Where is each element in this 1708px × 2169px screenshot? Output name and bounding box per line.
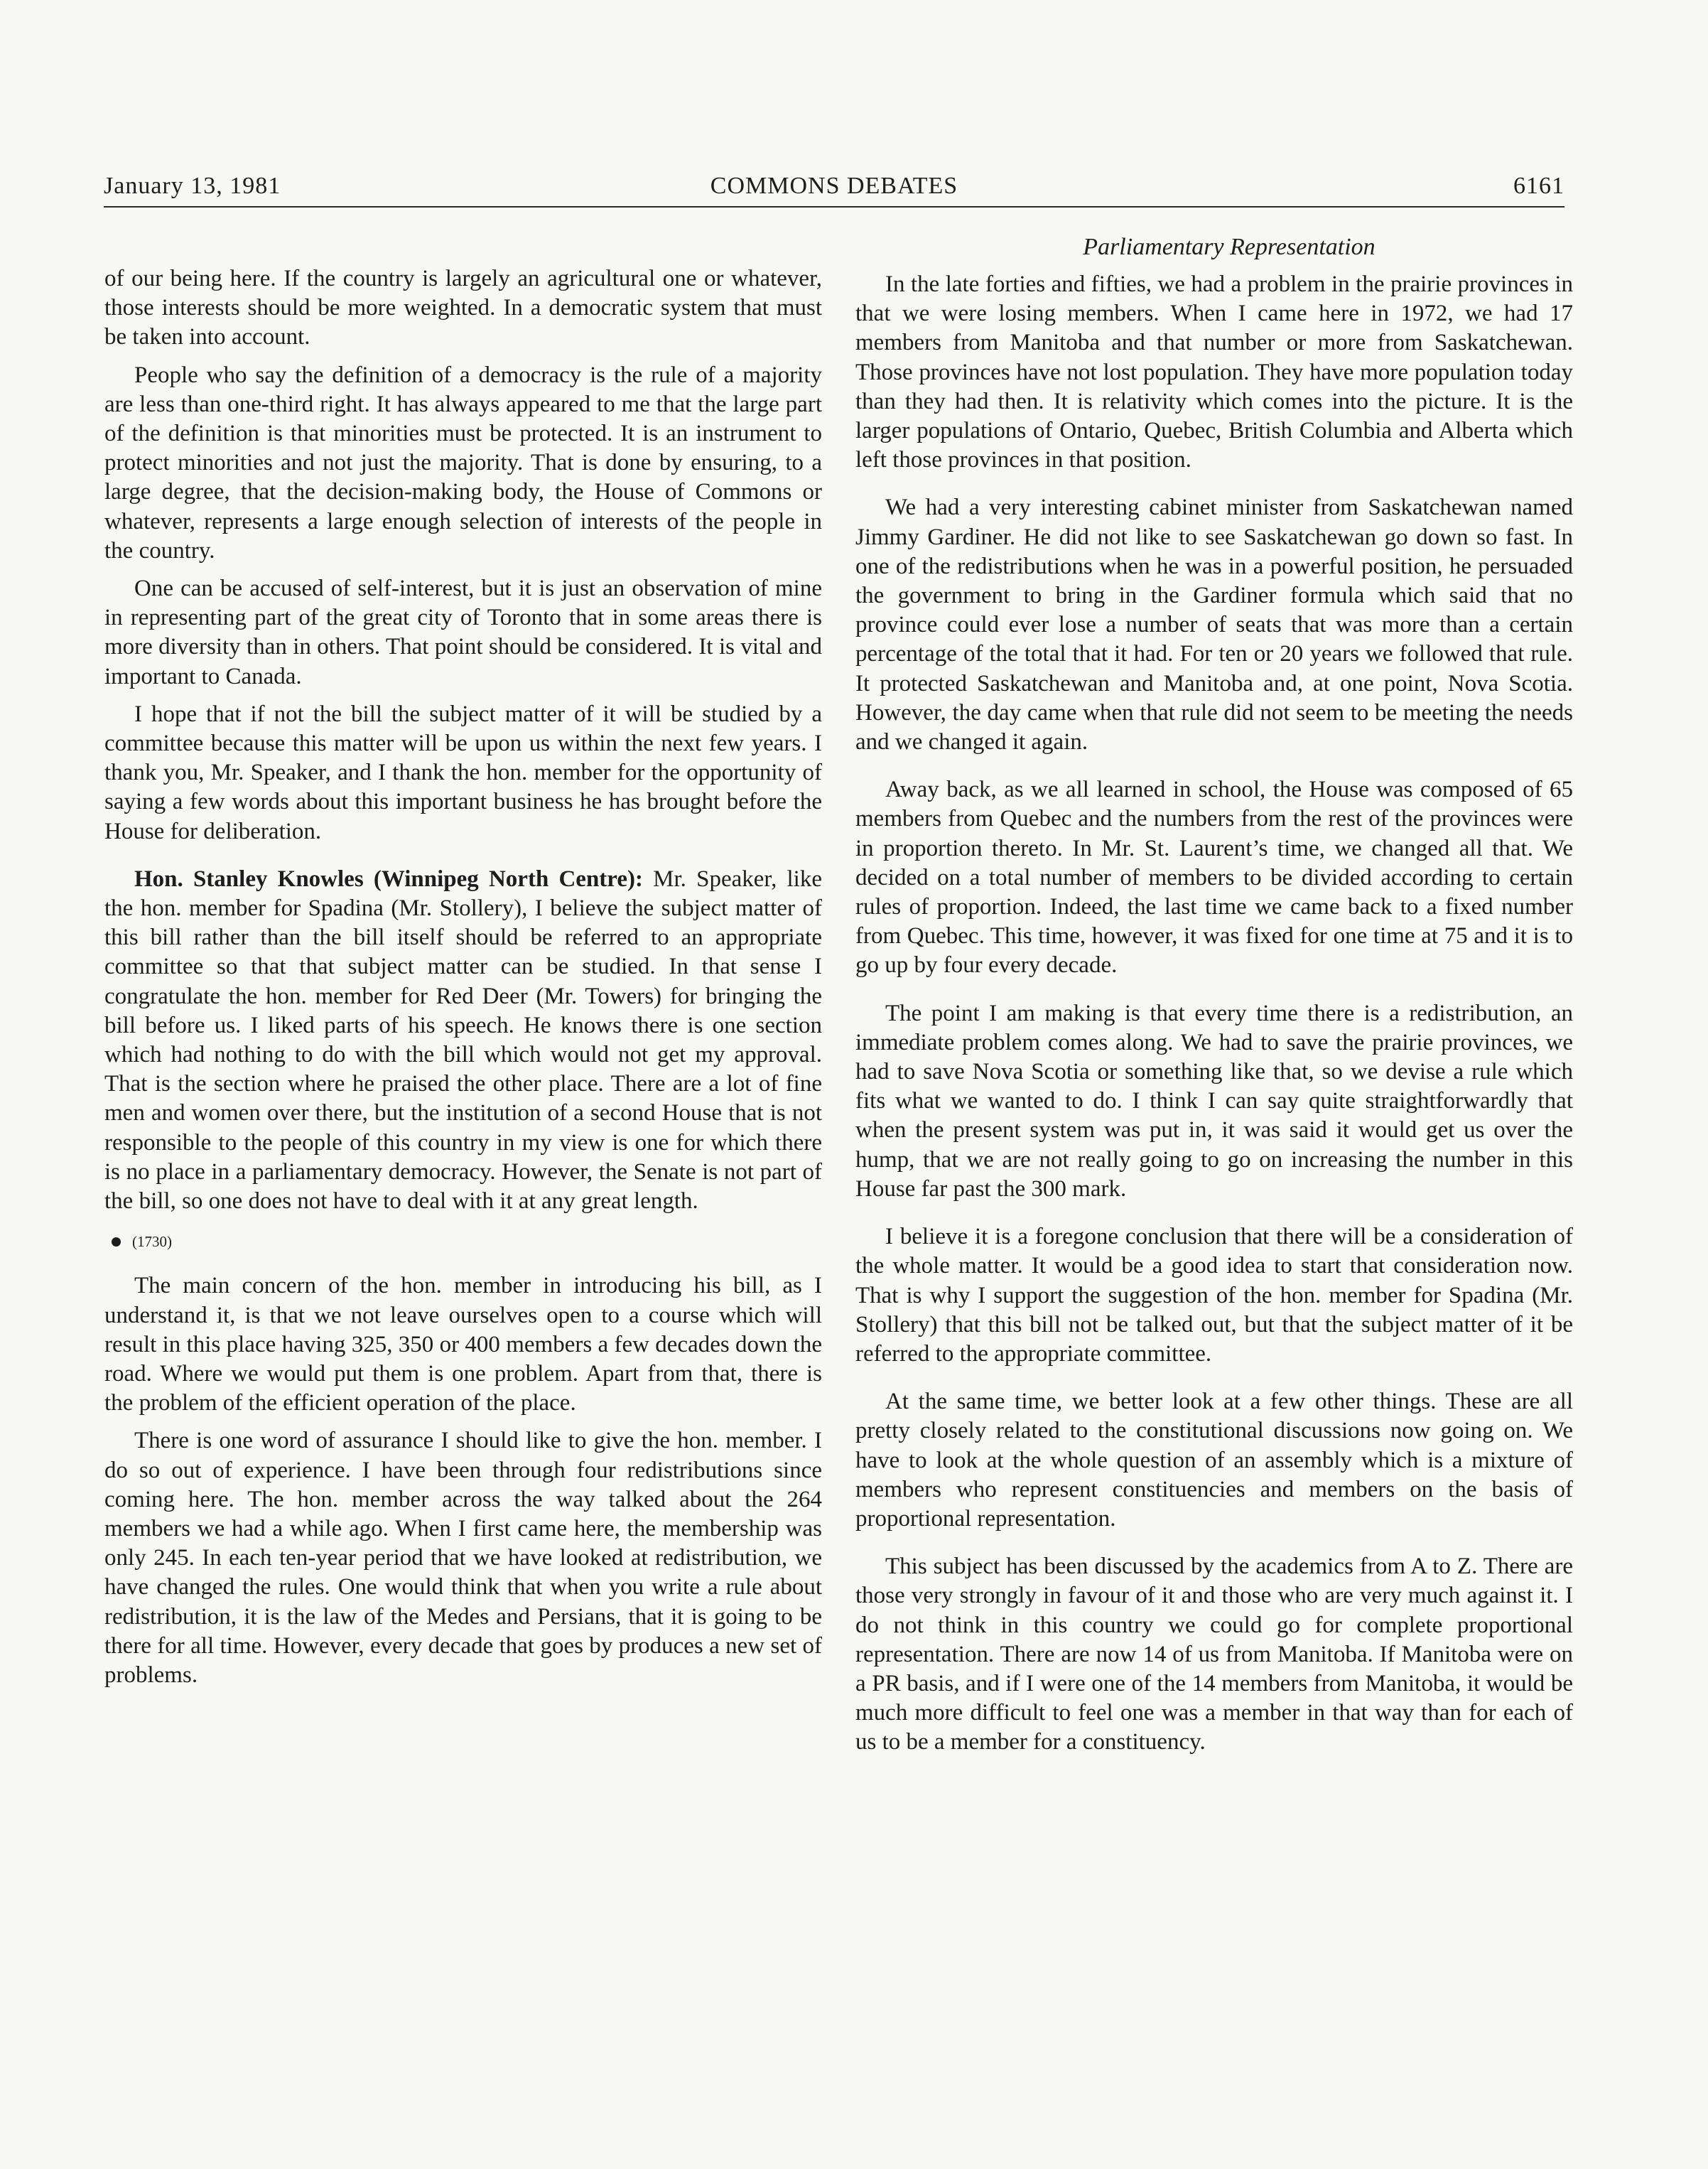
paragraph: The point I am making is that every time there is a redistribution, an immediate problem comes along. We had to save the prairie provinces, we had to save Nova Scotia or something like that, so we devise a rule which fits what we wanted to do. I think I can say quite straightforwardly that when the present system was put in, it was said it would get us over the hump, that we are not really going to go on increasing the number in this House far past the 300 mark.: [855, 1000, 1573, 1202]
paragraph: The main concern of the hon. member in introducing his bill, as I understand it, is that we not leave ourselves open to a course which will result in this place having 325, 350 or 400 members a few decades down the road. Where we would put them is one problem. Apart from that, there is the problem of the efficient operation of the place.: [104, 1273, 822, 1416]
header-publication-title: COMMONS DEBATES: [710, 173, 958, 199]
paragraph: One can be accused of self-interest, but it is just an observation of mine in representing part of the great city of Toronto that in some areas there is more diversity than in others. That point should be considered. It is vital and important to Canada.: [104, 576, 822, 689]
paragraph: I hope that if not the bill the subject matter of it will be studied by a committee because this matter will be upon us within the next few years. I thank you, Mr. Speaker, and I thank the hon. member for the opportunity of saying a few words about this important business he has brought before the House for deliberation.: [104, 701, 822, 844]
paragraph: At the same time, we better look at a few other things. These are all pretty closely related to the constitutional discussions now going on. We have to look at the whole question of an assembly which is a mixture of members who represent constituencies and members on the basis of proportional representation.: [855, 1389, 1573, 1532]
right-column: [855, 233, 1573, 1766]
paragraph: Away back, as we all learned in school, the House was composed of 65 members from Quebec and the numbers from the rest of the provinces were in proportion thereto. In Mr. St. Laurent’s time, we changed all that. We decided on a total number of members to be divided according to certain rules of proportion. Indeed, the last time we came back to a fixed number from Quebec. This time, however, it was fixed for one time at 75 and it is to go up by four every decade.: [855, 777, 1573, 979]
time-marker: [112, 1232, 822, 1252]
speech-paragraph: [104, 865, 822, 1216]
speech-text: Mr. Speaker, like the hon. member for Spadina (Mr. Stollery), I believe the subject matter of this bill rather than the bill itself should be referred to an appropriate committee so that that subject matter can be studied. In that sense I congratulate the hon. member for Red Deer (Mr. Towers) for bringing the bill before us. I liked parts of his speech. He knows there is one section which had nothing to do with the bill which would not get my approval. That is the section where he praised the other place. There are a lot of fine men and women over there, but the institution of a second House that is not responsible to the people of this country in my view is one for which there is no place in a parliamentary democracy. However, the Senate is not part of the bill, so one does not have to deal with it at any great length.: [104, 866, 822, 1215]
left-column: [104, 264, 822, 1699]
paragraph: We had a very interesting cabinet minister from Saskatchewan named Jimmy Gardiner. He did not like to see Saskatchewan go down so fast. In one of the redistributions when he was in a powerful position, he persuaded the government to bring in the Gardiner formula which said that no province could ever lose a number of seats that was more than a certain percentage of the total that it had. For ten or 20 years we followed that rule. It protected Saskatchewan and Manitoba and, at one point, Nova Scotia. However, the day came when that rule did not seem to be meeting the needs and we changed it again.: [855, 495, 1573, 755]
paragraph: In the late forties and fifties, we had a problem in the prairie provinces in that we were losing members. When I came here in 1972, we had 17 members from Manitoba and that number or more from Saskatchewan. Those provinces have not lost population. They have more population today than they had then. It is relativity which comes into the picture. It is the larger populations of Ontario, Quebec, British Columbia and Alberta which left those provinces in that position.: [855, 271, 1573, 473]
paragraph: I believe it is a foregone conclusion that there will be a consideration of the whole matter. It would be a good idea to start that consideration now. That is why I support the suggestion of the hon. member for Spadina (Mr. Stollery) that this bill not be talked out, but that the subject matter of it be referred to the appropriate committee.: [855, 1224, 1573, 1367]
paragraph: People who say the definition of a democracy is the rule of a majority are less than one-third right. It has always appeared to me that the large part of the definition is that minorities must be protected. It is an instrument to protect minorities and not just the majority. That is done by ensuring, to a large degree, that the decision-making body, the House of Commons or whatever, represents a large enough selection of interests of the people in the country.: [104, 362, 822, 564]
page-header: [104, 169, 1564, 208]
header-date: January 13, 1981: [104, 173, 281, 199]
time-marker-text: (1730): [132, 1233, 172, 1251]
header-page-number: 6161: [1513, 173, 1564, 199]
paragraph: This subject has been discussed by the academics from A to Z. There are those very strongly in favour of it and those who are very much against it. I do not think in this country we could go for complete proportional representation. There are now 14 of us from Manitoba. If Manitoba were on a PR basis, and if I were one of the 14 members from Manitoba, it would be much more difficult to feel one was a member in that way than for each of us to be a member for a constituency.: [855, 1554, 1573, 1755]
bullet-icon: [112, 1237, 121, 1247]
paragraph: There is one word of assurance I should like to give the hon. member. I do so out of experience. I have been through four redistributions since coming here. The hon. member across the way talked about the 264 members we had a while ago. When I first came here, the membership was only 245. In each ten-year period that we have looked at redistribution, we have changed the rules. One would think that when you write a rule about redistribution, it is the law of the Medes and Persians, that it is going to be there for all time. However, every decade that goes by produces a new set of problems.: [104, 1428, 822, 1688]
paragraph: of our being here. If the country is largely an agricultural one or whatever, those interests should be more weighted. In a democratic system that must be taken into account.: [104, 266, 822, 350]
speaker-name: Hon. Stanley Knowles (Winnipeg North Centre):: [134, 866, 643, 892]
section-title: Parliamentary Representation: [1083, 234, 1375, 260]
